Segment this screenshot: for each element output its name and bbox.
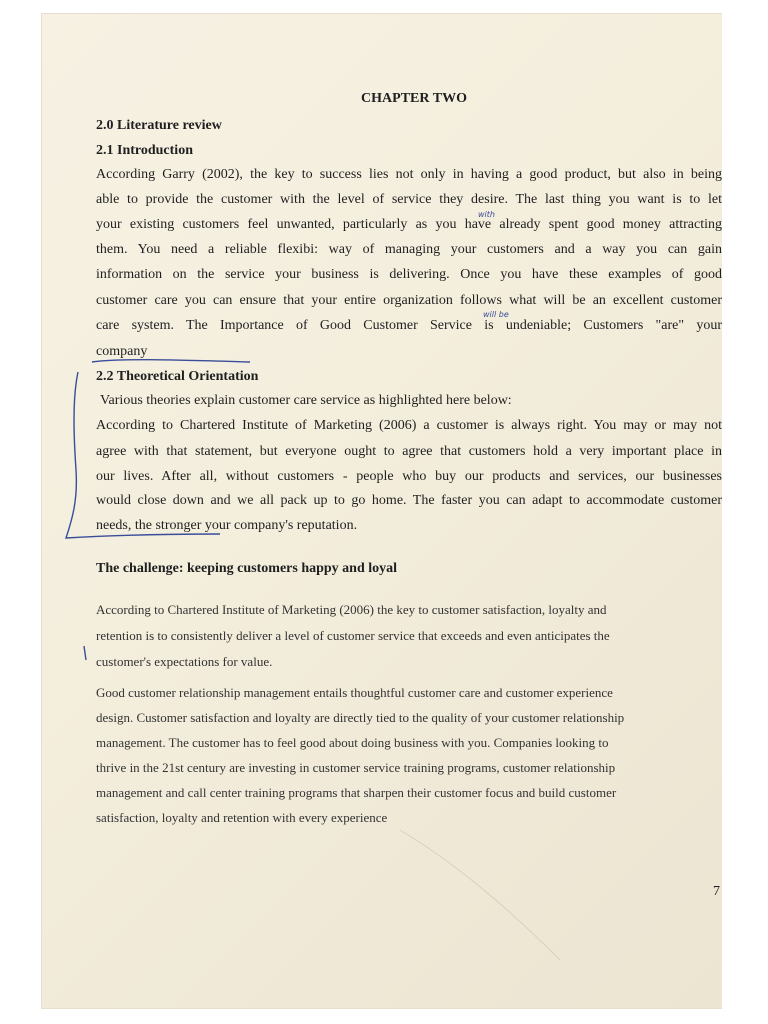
intro-line: able to provide the customer with the level of service they desire. The last thing you want is to let: [96, 192, 722, 207]
handwritten-note: with: [478, 210, 495, 219]
theory-line: needs, the stronger your company's reputation.: [96, 518, 358, 533]
intro-line: them. You need a reliable flexibi: way of managing your customers and a way you can gain: [96, 242, 722, 257]
intro-line: customer care you can ensure that your entire organization follows what will be an excellent customer: [96, 293, 722, 308]
intro-line: information on the service your business is delivering. Once you have these examples of good: [96, 267, 722, 282]
chapter-title: CHAPTER TWO: [361, 91, 467, 106]
handwritten-note: will be: [483, 310, 509, 319]
crm-line: management. The customer has to feel good about doing business with you. Companies looking to: [96, 735, 609, 750]
section-heading-theoretical-orientation: 2.2 Theoretical Orientation: [96, 369, 259, 384]
intro-line: company: [96, 344, 148, 359]
crm-line: satisfaction, loyalty and retention with every experience: [96, 810, 388, 825]
intro-line: care system. The Importance of Good Customer Service is undeniable; Customers "are" your: [96, 318, 722, 333]
paper-crease: [400, 830, 560, 960]
challenge-line: customer's expectations for value.: [96, 654, 273, 669]
crm-line: Good customer relationship management entails thoughtful customer care and customer experience: [96, 685, 613, 700]
tick-annotation: [84, 646, 86, 660]
theory-line: According to Chartered Institute of Marketing (2006) a customer is always right. You may or may not: [96, 418, 722, 433]
intro-line: your existing customers feel unwanted, particularly as you have already spent good money attracting: [96, 217, 722, 232]
bracket-annotation: [66, 360, 250, 538]
theory-line: Various theories explain customer care service as highlighted here below:: [100, 393, 512, 408]
section-heading-introduction: 2.1 Introduction: [96, 143, 193, 158]
theory-line: would close down and we all pack up to go home. The faster you can adapt to accommodate customer: [96, 493, 722, 508]
theory-line: our lives. After all, without customers - people who buy our products and services, our businesses: [96, 469, 722, 484]
page-number: 7: [713, 884, 720, 899]
challenge-line: According to Chartered Institute of Marketing (2006) the key to customer satisfaction, loyalty and: [96, 602, 607, 617]
crm-line: design. Customer satisfaction and loyalty are directly tied to the quality of your customer relationship: [96, 710, 625, 725]
challenge-heading: The challenge: keeping customers happy and loyal: [96, 561, 398, 576]
intro-line: According Garry (2002), the key to success lies not only in having a good product, but also in being: [96, 167, 722, 182]
crm-line: thrive in the 21st century are investing in customer service training programs, customer relationship: [96, 760, 616, 775]
theory-line: agree with that statement, but everyone ought to agree that customers hold a very important place in: [96, 444, 722, 459]
challenge-line: retention is to consistently deliver a level of customer service that exceeds and even anticipates the: [96, 628, 610, 643]
crm-line: management and call center training programs that sharpen their customer focus and build customer: [96, 785, 617, 800]
section-heading-literature-review: 2.0 Literature review: [96, 118, 222, 133]
